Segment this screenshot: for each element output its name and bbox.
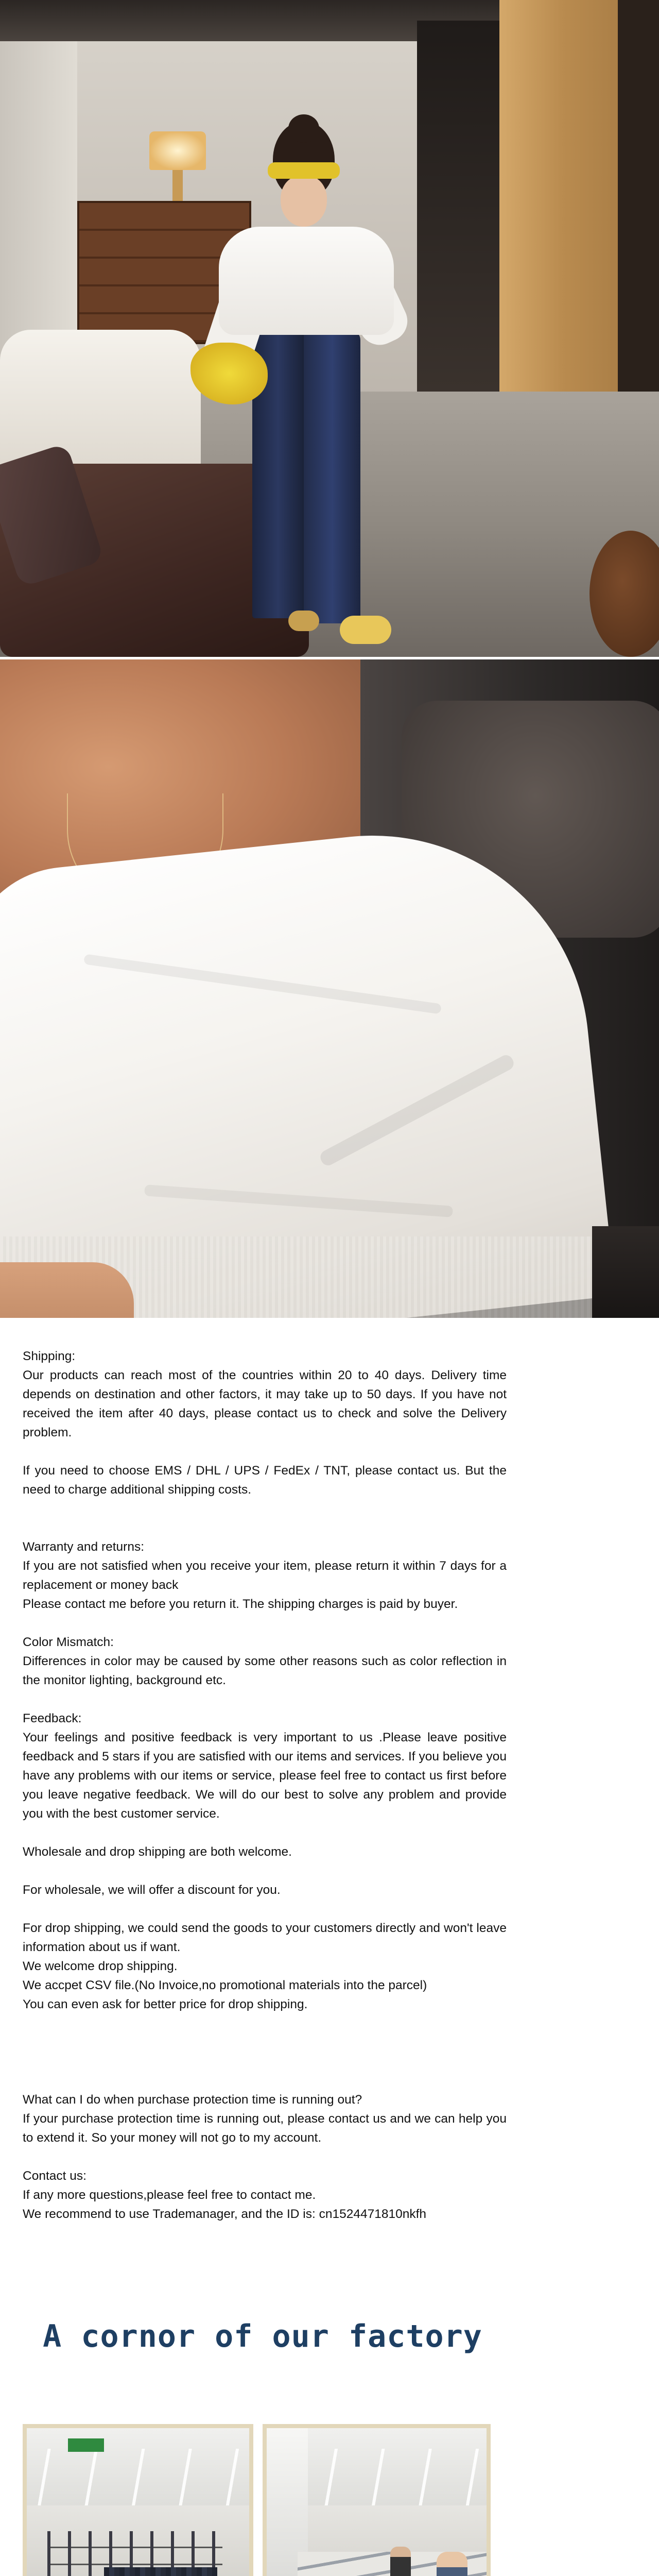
factory-photo-warehouse xyxy=(23,2424,253,2576)
factory-worker xyxy=(437,2552,467,2576)
feedback-heading: Feedback: xyxy=(23,1711,82,1725)
yellow-headband xyxy=(268,162,340,179)
wholesale-line4: We welcome drop shipping. xyxy=(23,1959,178,1973)
wholesale-line3: For drop shipping, we could send the goods to your customers directly and won't leave information about us if want. xyxy=(23,1921,507,1954)
warranty-body: If you are not satisfied when you receive your item, please return it within 7 days for a replacement or money back xyxy=(23,1559,507,1592)
wholesale-line2: For wholesale, we will offer a discount for you. xyxy=(23,1883,281,1897)
product-photo-closeup xyxy=(0,659,659,1318)
factory-title: A cornor of our factory xyxy=(43,2318,482,2354)
feedback-body: Your feelings and positive feedback is very important to us .Please leave positive feedback and 5 stars if you are satisfied with our items and services. If you believe you have any problems with our items or service, please feel free to contact us first before you leave negative feedback. We will do our best to solve any problem and provide you with the best customer service. xyxy=(23,1731,507,1821)
dark-cabinet xyxy=(618,0,659,402)
color-body: Differences in color may be caused by some other reasons such as color reflection in the monitor lighting, background etc. xyxy=(23,1654,507,1687)
lamp-base xyxy=(172,170,183,201)
factory-photo-workshop xyxy=(263,2424,491,2576)
factory-worker xyxy=(390,2547,411,2576)
yellow-slipper xyxy=(340,616,391,644)
shipping-express: If you need to choose EMS / DHL / UPS / FedEx / TNT, please contact us. But the need to charge additional shipping costs. xyxy=(23,1464,507,1497)
warranty-heading: Warranty and returns: xyxy=(23,1540,145,1554)
white-off-shoulder-top xyxy=(219,227,394,335)
shipping-body: Our products can reach most of the countries within 20 to 40 days. Delivery time depends on destination and other factors, it may take up to 50 days. If you have not received the item after 40 days, please contact us to check and solve the Delivery problem. xyxy=(23,1368,507,1439)
room-doorway xyxy=(417,21,499,392)
wholesale-line1: Wholesale and drop shipping are both welcome. xyxy=(23,1845,292,1859)
model-face xyxy=(281,175,327,227)
hair-bun xyxy=(288,114,319,143)
shipping-heading: Shipping: xyxy=(23,1349,76,1363)
exit-sign-icon xyxy=(68,2438,104,2452)
dark-belt xyxy=(592,1226,659,1318)
contact-line1: If any more questions,please feel free to contact me. xyxy=(23,2188,316,2202)
contact-heading: Contact us: xyxy=(23,2169,86,2183)
model-arm xyxy=(0,1262,134,1318)
warranty-note: Please contact me before you return it. The shipping charges is paid by buyer. xyxy=(23,1597,458,1611)
protection-question: What can I do when purchase protection time is running out? xyxy=(23,2093,362,2107)
hanging-garments xyxy=(104,2567,217,2576)
product-photo-full-outfit xyxy=(0,0,659,657)
color-heading: Color Mismatch: xyxy=(23,1635,114,1649)
protection-answer: If your purchase protection time is running out, please contact us and we can help you to extend it. So your money will not go to my account. xyxy=(23,2112,507,2145)
policy-text xyxy=(23,1347,507,2224)
ceiling-lights xyxy=(27,2449,249,2511)
wholesale-line6: You can even ask for better price for drop shipping. xyxy=(23,1997,308,2011)
slipper xyxy=(288,611,319,631)
contact-line2: We recommend to use Trademanager, and the ID is: cn1524471810nkfh xyxy=(23,2207,427,2221)
jeans-right-leg xyxy=(304,330,360,623)
wholesale-line5: We accpet CSV file.(No Invoice,no promotional materials into the parcel) xyxy=(23,1978,427,1992)
lamp-shade xyxy=(149,131,206,170)
